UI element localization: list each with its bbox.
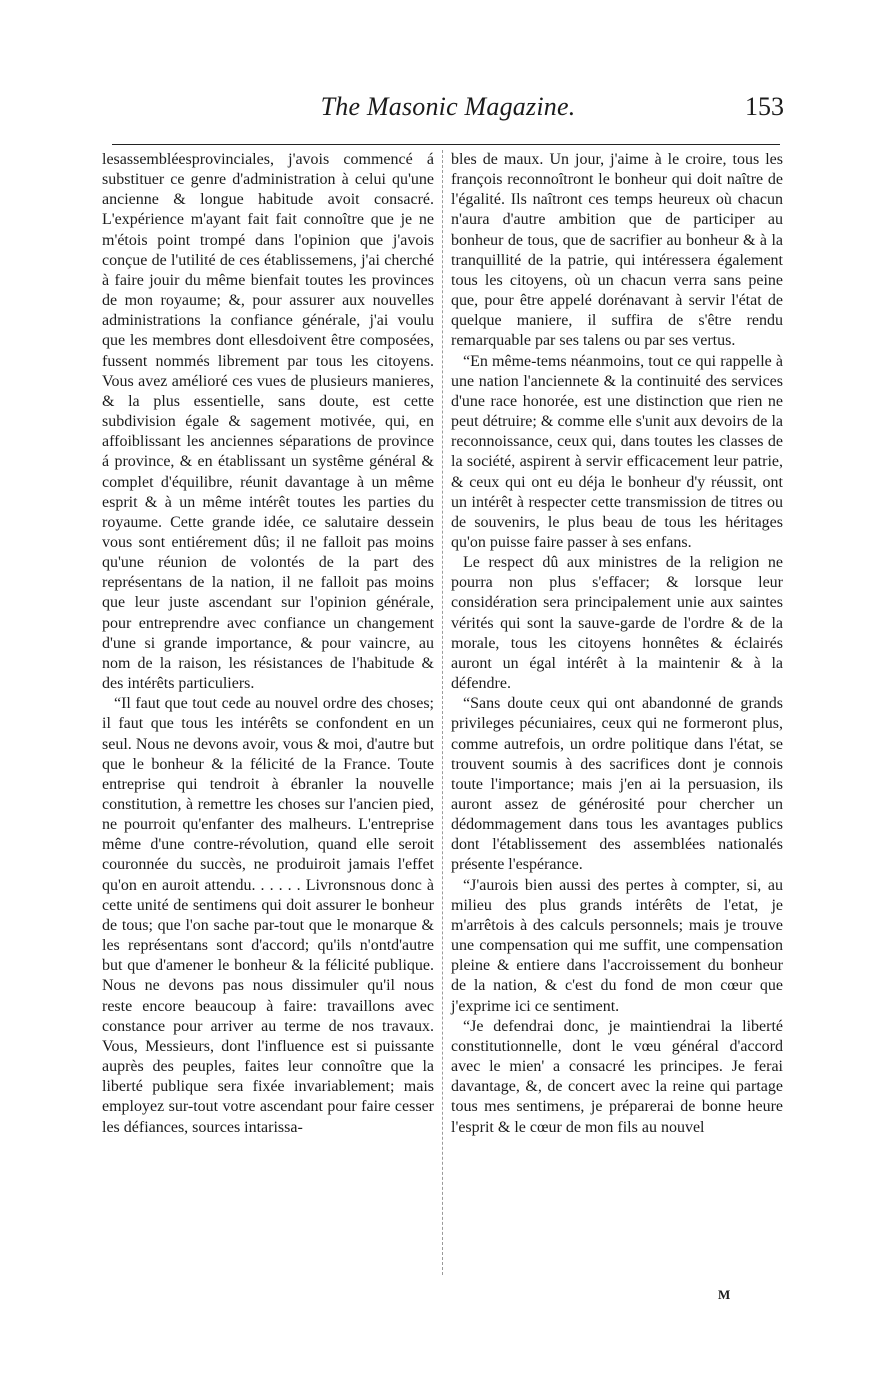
column-divider bbox=[442, 150, 443, 1275]
right-paragraph-5: “J'aurois bien aussi des pertes à compter, si, au milieu des plus grands intérêts de l'etat, je m'arrêtois à des calculs personnels; mais je trouve une compensation qui me suffit, une compensation pleine & entiere dans l'accroissement du bonheur de la nation, & c'est du fond de mon cœur que j'exprime ici ce sentiment. bbox=[451, 876, 783, 1015]
signature-mark: M bbox=[718, 1287, 731, 1302]
right-paragraph-3: Le respect dû aux ministres de la religion ne pourra non plus s'effacer; & lorsque leur considération sera principalement unie aux saintes vérités qui sont la sauve-garde de l'ordre & de la morale, tous les citoyens honnêtes & éclairés auront un égal intérêt à la maintenir & à la défendre. bbox=[451, 554, 783, 693]
running-title: The Masonic Magazine. bbox=[320, 92, 576, 121]
right-paragraph-6: “Je defendrai donc, je maintiendrai la liberté constitutionnelle, dont le vœu général d'accord avec le mien' a consacré les principes. Je ferai davantage, &, de concert avec la reine qui partage tous mes sentimens, je préparerai de bonne heure l'esprit & le cœur de mon fils au nouvel bbox=[451, 1017, 783, 1136]
page-number: 153 bbox=[745, 92, 784, 121]
right-paragraph-4: “Sans doute ceux qui ont abandonné de grands privileges pécuniaires, ceux qui ne formeront plus, comme autrefois, un ordre politique dans l'état, se trouvent soumis à des sacrifices dont je connois toute l'importance; mais j'en ai la persuasion, ils auront assez de générosité pour chercher un dédommagement dans tous les avantages publics dont l'établissement des assemblées nationalés présente l'espérance. bbox=[451, 695, 783, 874]
right-column bbox=[451, 150, 783, 1138]
left-paragraph-1: lesassembléesprovinciales, j'avois commencé á substituer ce genre d'administration à celui qu'une ancienne & longue habitude avoit consacré. L'expérience m'ayant fait fait connoître que je ne m'étois point trompé dans l'opinion que j'avois conçue de l'utilité de ces établissemens, j'ai cherché à faire jouir du même bienfait toutes les provinces de mon royaume; &, pour assurer aux nouvelles administrations la confiance générale, j'ai voulu que les membres dont ellesdoivent être composées, fussent nommés librement par tous les citoyens. Vous avez amélioré ces vues de plusieurs manieres, & la plus essentielle, sans doute, est cette subdivision égale & sagement motivée, qui, en affoiblissant les anciennes séparations de province á province, & en établissant un systême général & complet d'équilibre, réunit davantage à un même esprit & à un même intérêt toutes les parties du royaume. Cette grande idée, ce salutaire dessein vous sont entiérement dûs; il ne falloit pas moins qu'une réunion de volontés de la part des représentans de la nation, il ne falloit pas moins que leur juste ascendant sur l'opinion générale, pour entreprendre avec confiance un changement d'une si grande importance, & pour vaincre, au nom de la raison, les résistances de l'habitude & des intérêts particuliers. bbox=[102, 151, 434, 693]
header-rule bbox=[112, 144, 780, 145]
left-column bbox=[102, 150, 434, 1138]
right-paragraph-1: bles de maux. Un jour, j'aime à le croire, tous les françois reconnoîtront le bonheur qui doit naître de l'égalité. Ils naîtront ces temps heureux où chacun n'aura d'autre ambition que de participer au bonheur de tous, que de sacrifier au bonheur & à la tranquillité de la patrie, qui intéressera également tous les citoyens, où un chacun verra sans peine que, pour être appelé dorénavant à servir l'état de quelque maniere, il suffira de s'être rendu remarquable par ses talens ou par ses vertus. bbox=[451, 151, 783, 350]
left-paragraph-2: “Il faut que tout cede au nouvel ordre des choses; il faut que tous les intérêts se confondent en un seul. Nous ne devons avoir, vous & moi, d'autre but que le bonheur & la félicité de la France. Toute entreprise qui tendroit à ébranler la nouvelle constitution, à remettre les choses sur l'ancien pied, ne pourroit qu'enfanter des malheurs. L'entreprise même d'une contre-révolution, quand elle seroit couronnée du succès, ne produiroit jamais l'effet qu'on en auroit attendu. . . . . . Livronsnous donc à cette unité de sentimens qui doit assurer le bonheur de tous; que l'on sache par-tout que le monarque & les représentans sont d'accord; qu'ils n'ontd'autre but que d'amener le bonheur & la félicité publique. Nous ne devons pas nous dissimuler qu'il nous reste encore beaucoup à faire: travaillons avec constance pour arriver au terme de nos travaux. Vous, Messieurs, dont l'influence est si puissante auprès des peuples, faites leur connoître que la liberté publique sera fixée invariablement; mais employez sur-tout votre ascendant pour faire cesser les défiances, sources intarissa- bbox=[102, 695, 434, 1136]
right-paragraph-2: “En même-tems néanmoins, tout ce qui rappelle à une nation l'anciennete & la continuité des services d'une race honorée, est une distinction que rien ne peut détruire; & comme elle s'unit aux devoirs de la reconnoissance, ceux qui, dans toutes les classes de la société, aspirent à servir efficacement leur patrie, & ceux qui ont eu déja le bonheur d'y réussit, ont un intérêt à respecter cette transmission de titres ou de souvenirs, le plus beau de tous les héritages qu'on puisse faire passer à ses enfans. bbox=[451, 352, 783, 551]
running-head bbox=[112, 88, 784, 132]
